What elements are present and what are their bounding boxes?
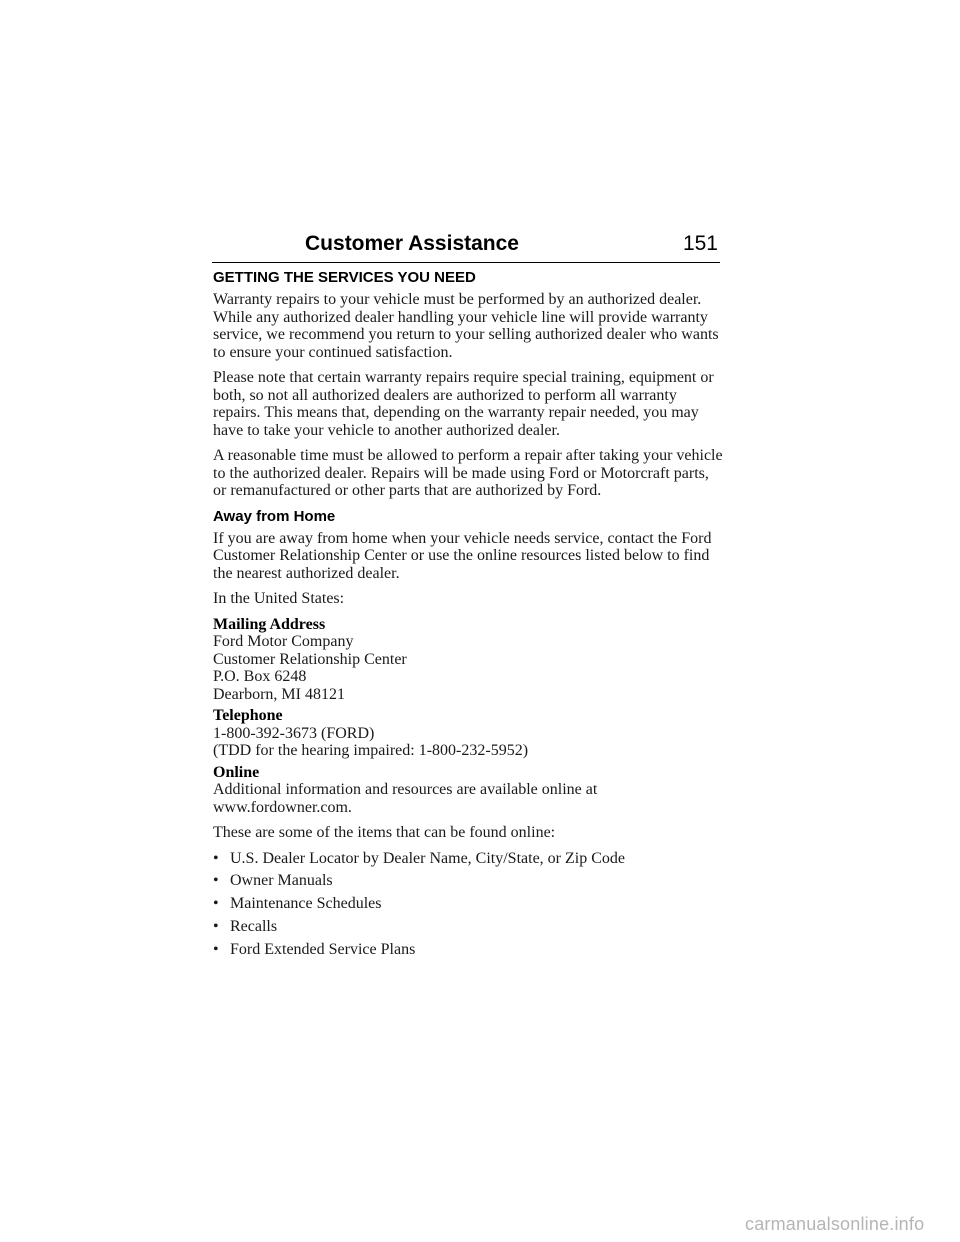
list-item-text: Recalls: [230, 918, 278, 936]
bullet-icon: •: [213, 872, 219, 890]
mailing-address-block: [213, 616, 723, 704]
bullet-icon: •: [213, 918, 219, 936]
list-item-text: Ford Extended Service Plans: [230, 941, 416, 959]
chapter-title: Customer Assistance: [305, 232, 519, 255]
list-item: [213, 918, 723, 936]
online-text: Additional information and resources are available online at www.fordowner.com.: [213, 781, 598, 816]
bullet-icon: •: [213, 895, 219, 913]
paragraph: A reasonable time must be allowed to perform a repair after taking your vehicle to the authorized dealer. Repairs will be made using Ford or Motorcraft parts, or remanufactured or other parts that are authorized by Ford.: [213, 447, 723, 499]
address-line: Dearborn, MI 48121: [213, 685, 345, 703]
address-line: Ford Motor Company: [213, 633, 354, 650]
page-number: 151: [682, 232, 718, 255]
list-item: [213, 872, 723, 890]
mailing-address-label: Mailing Address: [213, 615, 326, 633]
address-line: P.O. Box 6248: [213, 668, 307, 685]
list-item-text: U.S. Dealer Locator by Dealer Name, City/State, or Zip Code: [230, 849, 625, 867]
bullet-icon: •: [213, 941, 219, 959]
paragraph: Please note that certain warranty repairs require special training, equipment or both, so not all authorized dealers are authorized to perform all warranty repairs. This means that, depending on the warranty repair needed, you may have to take your vehicle to another authorized dealer.: [213, 369, 714, 439]
paragraph: If you are away from home when your vehicle needs service, contact the Ford Customer Relationship Center or use the online resources listed below to find the nearest authorized dealer.: [213, 529, 712, 582]
page-header: [212, 230, 720, 263]
telephone-block: [213, 707, 723, 760]
list-item-text: Maintenance Schedules: [230, 895, 382, 913]
phone-line: (TDD for the hearing impaired: 1-800-232-5952): [213, 742, 529, 759]
region-label: In the United States:: [213, 590, 345, 607]
telephone-label: Telephone: [213, 707, 283, 724]
list-item: [213, 895, 723, 913]
site-watermark: carmanualsonline.info: [745, 1214, 925, 1234]
items-intro: These are some of the items that can be found online:: [213, 824, 556, 841]
phone-line: 1-800-392-3673 (FORD): [213, 724, 375, 742]
address-line: Customer Relationship Center: [213, 650, 407, 668]
list-item: [213, 941, 723, 959]
paragraph: Warranty repairs to your vehicle must be performed by an authorized dealer. While any authorized dealer handling your vehicle line will provide warranty service, we recommend you return to your selling authorized dealer who wants to ensure your continued satisfaction.: [213, 291, 719, 361]
page-content: [213, 269, 723, 964]
subsection-heading: Away from Home: [213, 507, 336, 525]
bullet-icon: •: [213, 849, 219, 867]
list-item: [213, 850, 723, 868]
section-heading: GETTING THE SERVICES YOU NEED: [213, 269, 476, 286]
online-block: [213, 764, 723, 817]
list-item-text: Owner Manuals: [230, 872, 333, 890]
online-items-list: [213, 850, 723, 959]
online-label: Online: [213, 763, 260, 781]
